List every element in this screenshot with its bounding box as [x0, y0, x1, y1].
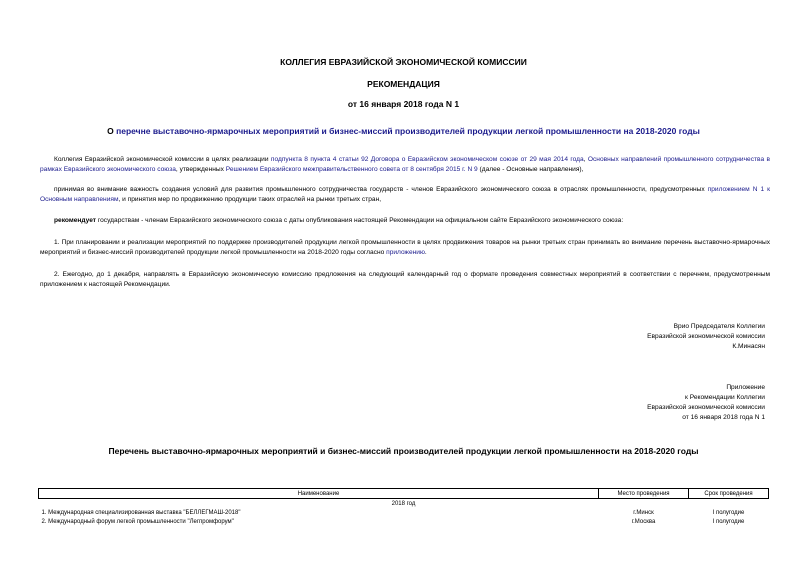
event-place: г.Минск [633, 509, 654, 516]
main-directions-link[interactable]: Основных направлений промышленного сотрудничества в рамках Евразийского экономического союза [40, 156, 770, 173]
table-row [39, 508, 769, 517]
table-header-row [39, 489, 769, 499]
signature-org: Евразийской экономической комиссии [647, 333, 765, 340]
doc-type: РЕКОМЕНДАЦИЯ [367, 79, 440, 89]
para1-text-2: , [583, 156, 588, 163]
recommends-word: рекомендует [54, 217, 97, 224]
treaty-link[interactable]: подпункта 8 пункта 4 статьи 92 Договора о Евразийском экономическом союзе от 29 мая 2014 года [270, 156, 584, 163]
doc-date: от 16 января 2018 года N 1 [347, 99, 460, 109]
para1-text-1: Коллегия Евразийской экономической комиссии в целях реализации [54, 156, 271, 163]
column-header-term: Срок проведения [689, 489, 769, 499]
title-link[interactable]: перечне выставочно-ярмарочных мероприятий и бизнес-миссий производителей продукции легкой промышленности на 2018-2020 годы [116, 126, 700, 136]
appendix-label: Приложение [726, 384, 765, 391]
event-place: г.Москва [631, 518, 656, 525]
para2-text-1: принимая во внимание важность создания условий для развития промышленного сотрудничества государств - членов Евразийского экономического союза в отраслях промышленности, предусмотренных [54, 186, 708, 193]
annex1-link[interactable]: приложением N 1 к Основным направлениям [40, 186, 770, 203]
appendix-org: Евразийской экономической комиссии [647, 404, 765, 411]
para4-text-1: 1. При планировании и реализации мероприятий по поддержке производителей продукции легкой промышленности в целях продвижения товаров на рынки третьих стран принимать во внимание перечень выставочно-ярмарочных мероприятий и бизнес-миссий производителей продукции легкой промышленности на 2018-2020 годы согласно [40, 239, 770, 256]
year-row [39, 499, 769, 509]
event-name: 2. Международный форум легкой промышленности "Легпромфорум" [41, 518, 234, 525]
decision-link[interactable]: Решением Евразийского межправительственного совета от 8 сентября 2015 г. N 9 [225, 166, 478, 173]
column-header-name: Наименование [39, 489, 599, 499]
list-title: Перечень выставочно-ярмарочных мероприятий и бизнес-миссий производителей продукции легкой промышленности на 2018-2020 годы [108, 446, 699, 456]
signature-position: Врио Председателя Коллегии [673, 323, 765, 330]
org-title: КОЛЛЕГИЯ ЕВРАЗИЙСКОЙ ЭКОНОМИЧЕСКОЙ КОМИССИИ [280, 57, 527, 67]
event-term: I полугодие [712, 518, 745, 525]
para2-text-2: , и принятия мер по продвижению продукции таких отраслей на рынки третьих стран, [118, 196, 382, 203]
event-term: I полугодие [712, 509, 745, 516]
para4-text-2: . [424, 249, 427, 256]
para1-text-3: , утвержденных [175, 166, 226, 173]
item2-paragraph [40, 270, 770, 290]
item1-paragraph [40, 238, 770, 258]
events-table [38, 488, 769, 526]
appendix-ref: к Рекомендации Коллегии [685, 394, 765, 401]
table-row [39, 517, 769, 526]
title-prefix: О [107, 126, 117, 136]
appendix-block [647, 383, 765, 423]
column-header-place: Место проведения [599, 489, 689, 499]
appendix-link[interactable]: приложению [386, 249, 425, 256]
para3-text-1: государствам - членам Евразийского экономического союза с даты опубликования настоящей Рекомендации на официальном сайте Евразийского экономического союза: [96, 217, 624, 224]
para5-text-1: 2. Ежегодно, до 1 декабря, направлять в Евразийскую экономическую комиссию предложения на следующий календарный год о формате проведения совместных мероприятий в соответствии с перечнем, предусмотренным приложением к настоящей Рекомендации. [40, 271, 770, 288]
signature-name: К.Минасян [732, 343, 765, 350]
para1-text-4: (далее - Основные направления), [477, 166, 584, 173]
considering-paragraph [40, 185, 770, 205]
signature-block [647, 322, 765, 352]
document-title [0, 126, 807, 136]
preamble-paragraph [40, 155, 770, 175]
recommends-paragraph [40, 216, 770, 226]
appendix-date: от 16 января 2018 года N 1 [682, 414, 765, 421]
year-label: 2018 год [391, 500, 416, 507]
event-name: 1. Международная специализированная выставка "БЕЛЛЕГМАШ-2018" [41, 509, 241, 516]
